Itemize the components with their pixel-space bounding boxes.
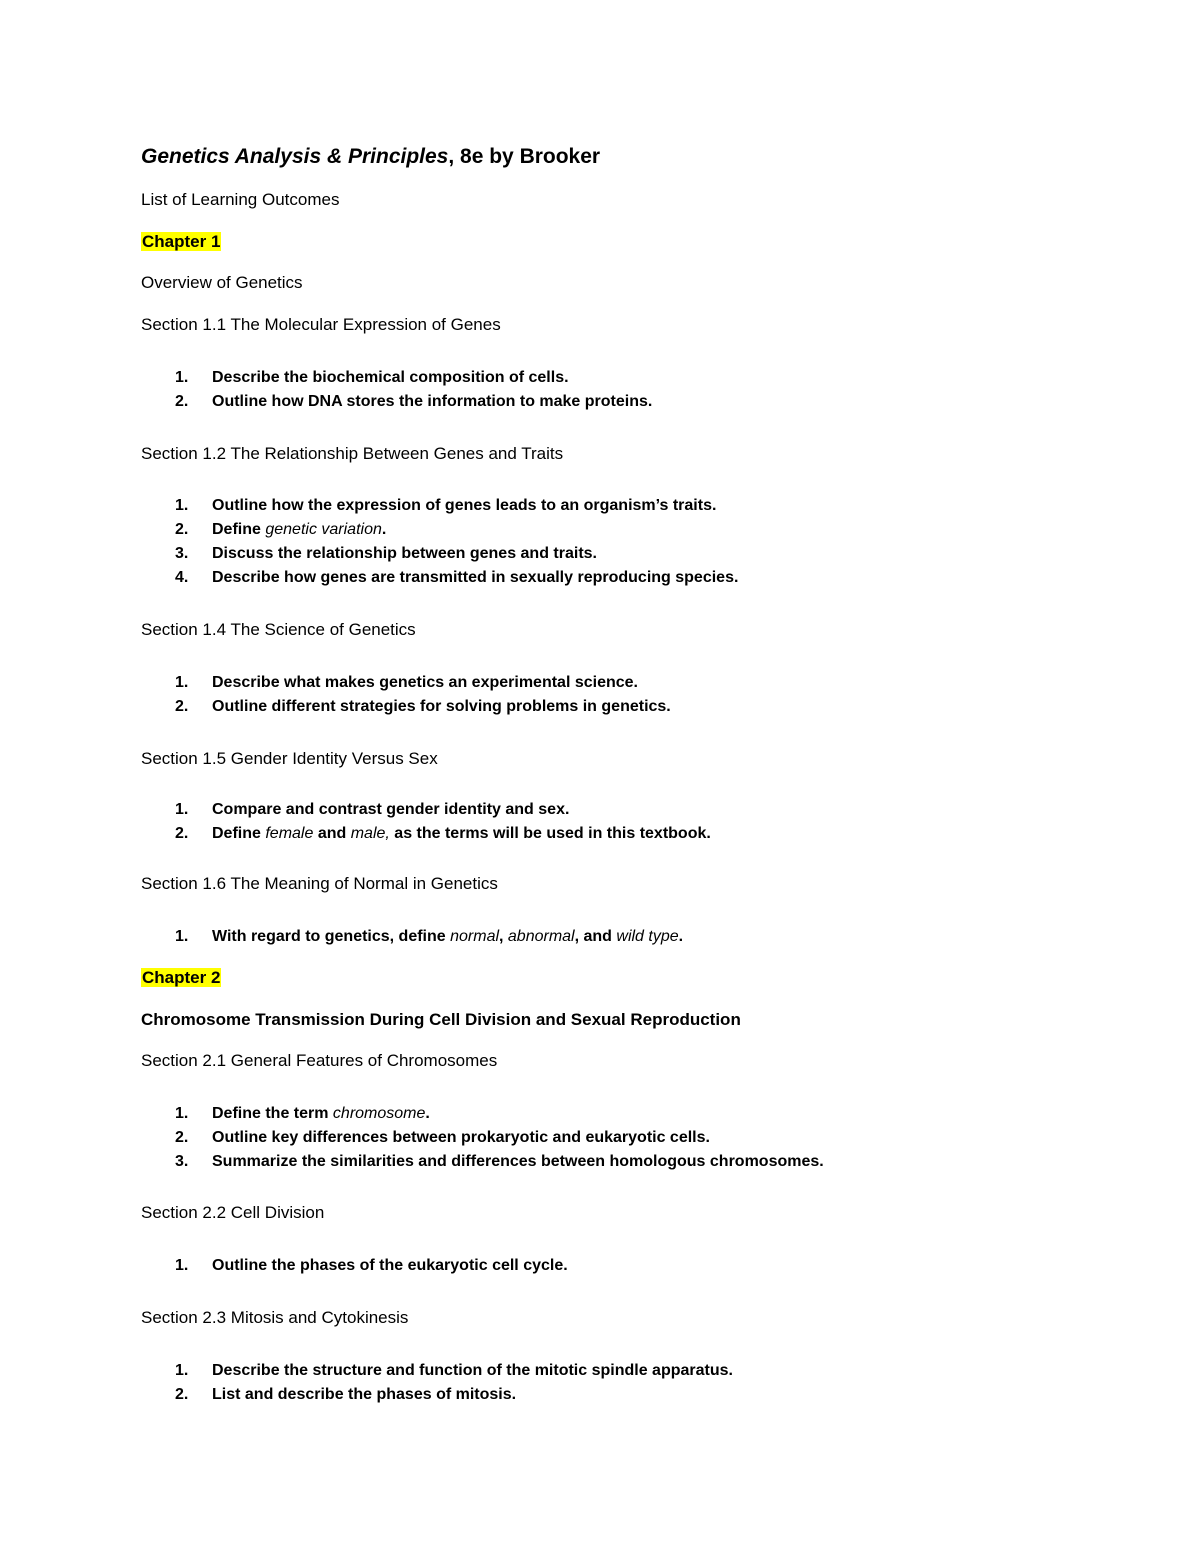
list-item — [175, 1103, 430, 1125]
chapter-2-label: Chapter 2 — [142, 968, 221, 987]
list-number: 2. — [175, 1129, 189, 1146]
section-2-1-heading: Section 2.1 General Features of Chromosomes — [141, 1051, 498, 1070]
list-item — [175, 1151, 824, 1173]
list-number: 3. — [175, 545, 189, 562]
list-item — [175, 1360, 733, 1382]
list-text: . — [425, 1105, 430, 1122]
list-text-italic: chromosome — [332, 1105, 426, 1122]
list-text: Define — [212, 521, 266, 538]
chapter-1-block — [141, 231, 221, 253]
list-number: 1. — [175, 928, 189, 945]
list-text: Outline how the expression of genes leads to an organism’s traits. — [212, 497, 717, 514]
list-item — [175, 367, 569, 389]
list-text: , — [499, 928, 508, 945]
chapter-1-name: Overview of Genetics — [141, 273, 303, 292]
list-number: 1. — [175, 1362, 189, 1379]
list-item — [175, 519, 386, 541]
list-item — [175, 1127, 710, 1149]
list-number: 2. — [175, 1386, 189, 1403]
list-item — [175, 696, 671, 718]
list-text: Discuss the relationship between genes and traits. — [212, 545, 597, 562]
list-number: 4. — [175, 569, 189, 586]
list-item — [175, 926, 683, 948]
list-number: 1. — [175, 1105, 189, 1122]
list-item — [175, 1255, 568, 1277]
list-text: Outline different strategies for solving problems in genetics. — [212, 698, 671, 715]
list-item — [175, 1384, 516, 1406]
list-text: . — [381, 521, 387, 538]
list-item — [175, 543, 597, 565]
section-1-2-heading: Section 1.2 The Relationship Between Genes and Traits — [141, 444, 564, 463]
list-text: . — [678, 928, 684, 945]
list-number: 1. — [175, 497, 189, 514]
chapter-2-name: Chromosome Transmission During Cell Division and Sexual Reproduction — [141, 1010, 741, 1029]
section-2-2-heading: Section 2.2 Cell Division — [141, 1203, 325, 1222]
list-text: as the terms will be used in this textbook. — [389, 825, 711, 842]
list-text: Define — [212, 825, 266, 842]
section-1-1-heading: Section 1.1 The Molecular Expression of Genes — [141, 315, 501, 334]
list-text-italic: male, — [350, 825, 390, 842]
list-item — [175, 799, 569, 821]
list-text: Define the term — [212, 1105, 333, 1122]
list-number: 1. — [175, 801, 189, 818]
list-text: Outline how DNA stores the information to make proteins. — [212, 393, 653, 410]
list-text: Describe the structure and function of the mitotic spindle apparatus. — [212, 1362, 733, 1379]
list-text: Describe how genes are transmitted in sexually reproducing species. — [212, 569, 739, 586]
list-number: 2. — [175, 393, 189, 410]
list-text: Compare and contrast gender identity and sex. — [212, 801, 570, 818]
list-number: 2. — [175, 521, 189, 538]
list-text: Summarize the similarities and differences between homologous chromosomes. — [212, 1153, 824, 1170]
list-item — [175, 672, 638, 694]
list-text-italic: wild type — [616, 928, 679, 945]
section-2-3-heading: Section 2.3 Mitosis and Cytokinesis — [141, 1308, 409, 1327]
list-text-italic: female — [265, 825, 314, 842]
list-number: 3. — [175, 1153, 189, 1170]
list-item — [175, 495, 716, 517]
list-text-italic: abnormal — [507, 928, 575, 945]
document-subtitle: List of Learning Outcomes — [141, 190, 340, 209]
list-number: 1. — [175, 369, 189, 386]
section-1-4-heading: Section 1.4 The Science of Genetics — [141, 620, 416, 639]
list-item — [175, 823, 711, 845]
list-item — [175, 567, 738, 589]
list-text: , and — [574, 928, 617, 945]
list-number: 2. — [175, 698, 189, 715]
list-text: Describe the biochemical composition of cells. — [212, 369, 569, 386]
chapter-2-block — [141, 967, 221, 989]
section-1-5-heading: Section 1.5 Gender Identity Versus Sex — [141, 749, 438, 768]
section-1-6-heading: Section 1.6 The Meaning of Normal in Genetics — [141, 874, 498, 893]
list-text: and — [313, 825, 351, 842]
title-italic: Genetics Analysis & Principles — [141, 145, 449, 168]
list-number: 1. — [175, 674, 189, 691]
list-item — [175, 391, 652, 413]
list-text: Describe what makes genetics an experimental science. — [212, 674, 638, 691]
list-number: 1. — [175, 1257, 189, 1274]
list-text: Outline the phases of the eukaryotic cell cycle. — [212, 1257, 568, 1274]
list-text: List and describe the phases of mitosis. — [212, 1386, 517, 1403]
title-rest: , 8e by Brooker — [448, 145, 601, 168]
list-text: With regard to genetics, define — [212, 928, 451, 945]
document-title — [141, 144, 600, 170]
list-text-italic: genetic variation — [265, 521, 382, 538]
list-text-italic: normal — [450, 928, 500, 945]
chapter-1-label: Chapter 1 — [142, 232, 221, 251]
list-text: Outline key differences between prokaryotic and eukaryotic cells. — [212, 1129, 710, 1146]
list-number: 2. — [175, 825, 189, 842]
